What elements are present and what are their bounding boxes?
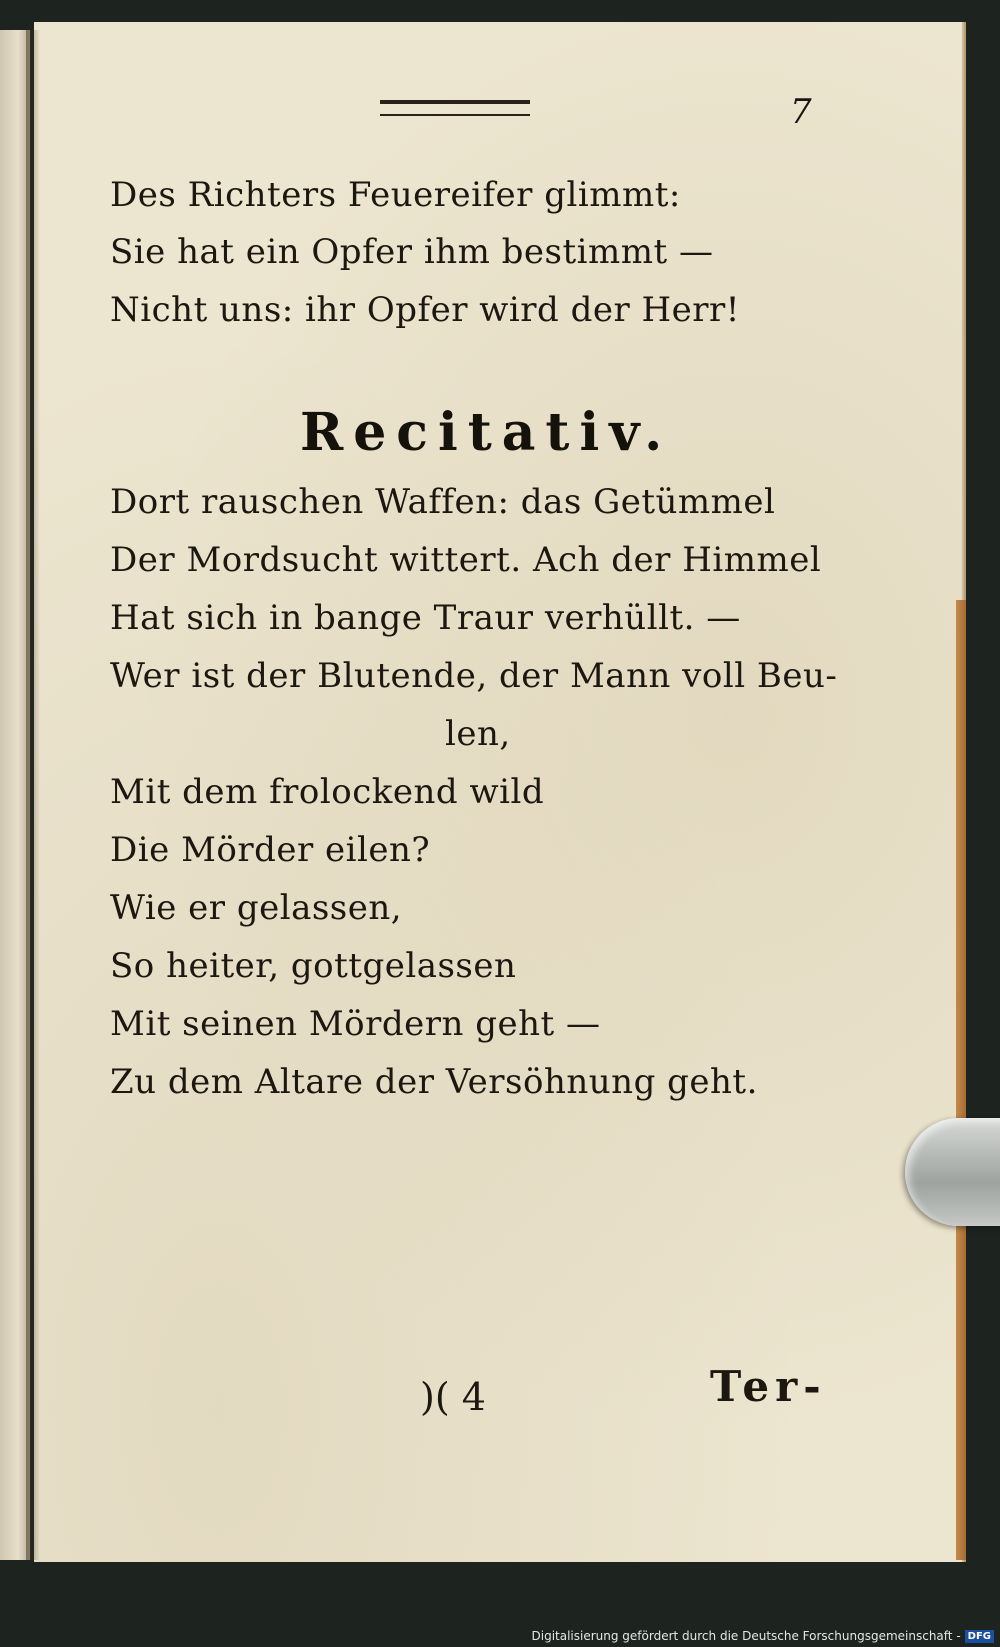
verse-line: Die Mörder eilen? xyxy=(110,830,431,870)
verse-line: Nicht uns: ihr Opfer wird der Herr! xyxy=(110,290,740,330)
digitization-credit xyxy=(532,1629,995,1643)
catchword: Ter- xyxy=(710,1362,827,1411)
verse-line: Mit seinen Mördern geht — xyxy=(110,1004,601,1044)
verse-line: Des Richters Feuereifer glimmt: xyxy=(110,175,681,215)
verse-line: Mit dem frolockend wild xyxy=(110,772,545,812)
signature-mark: )( 4 xyxy=(420,1375,486,1419)
credit-text: Digitalisierung gefördert durch die Deutsche Forschungsgemeinschaft - xyxy=(531,1629,961,1643)
verse-line: Der Mordsucht wittert. Ach der Himmel xyxy=(110,540,822,580)
verse-line: So heiter, gottgelassen xyxy=(110,946,517,986)
verse-line: Wer ist der Blutende, der Mann voll Beu- xyxy=(110,656,838,696)
gutter-shadow xyxy=(26,30,40,1560)
dfg-logo: DFG xyxy=(965,1630,994,1643)
header-rule xyxy=(380,100,530,116)
section-heading: Recitativ. xyxy=(300,402,673,463)
page-number: 7 xyxy=(790,92,812,132)
verse-line: len, xyxy=(445,714,511,754)
verse-line: Sie hat ein Opfer ihm bestimmt — xyxy=(110,232,714,272)
verse-line: Dort rauschen Waffen: das Getümmel xyxy=(110,482,776,522)
verse-line: Zu dem Altare der Versöhnung geht. xyxy=(110,1062,758,1102)
verse-line: Wie er gelassen, xyxy=(110,888,403,928)
verse-line: Hat sich in bange Traur verhüllt. — xyxy=(110,598,741,638)
